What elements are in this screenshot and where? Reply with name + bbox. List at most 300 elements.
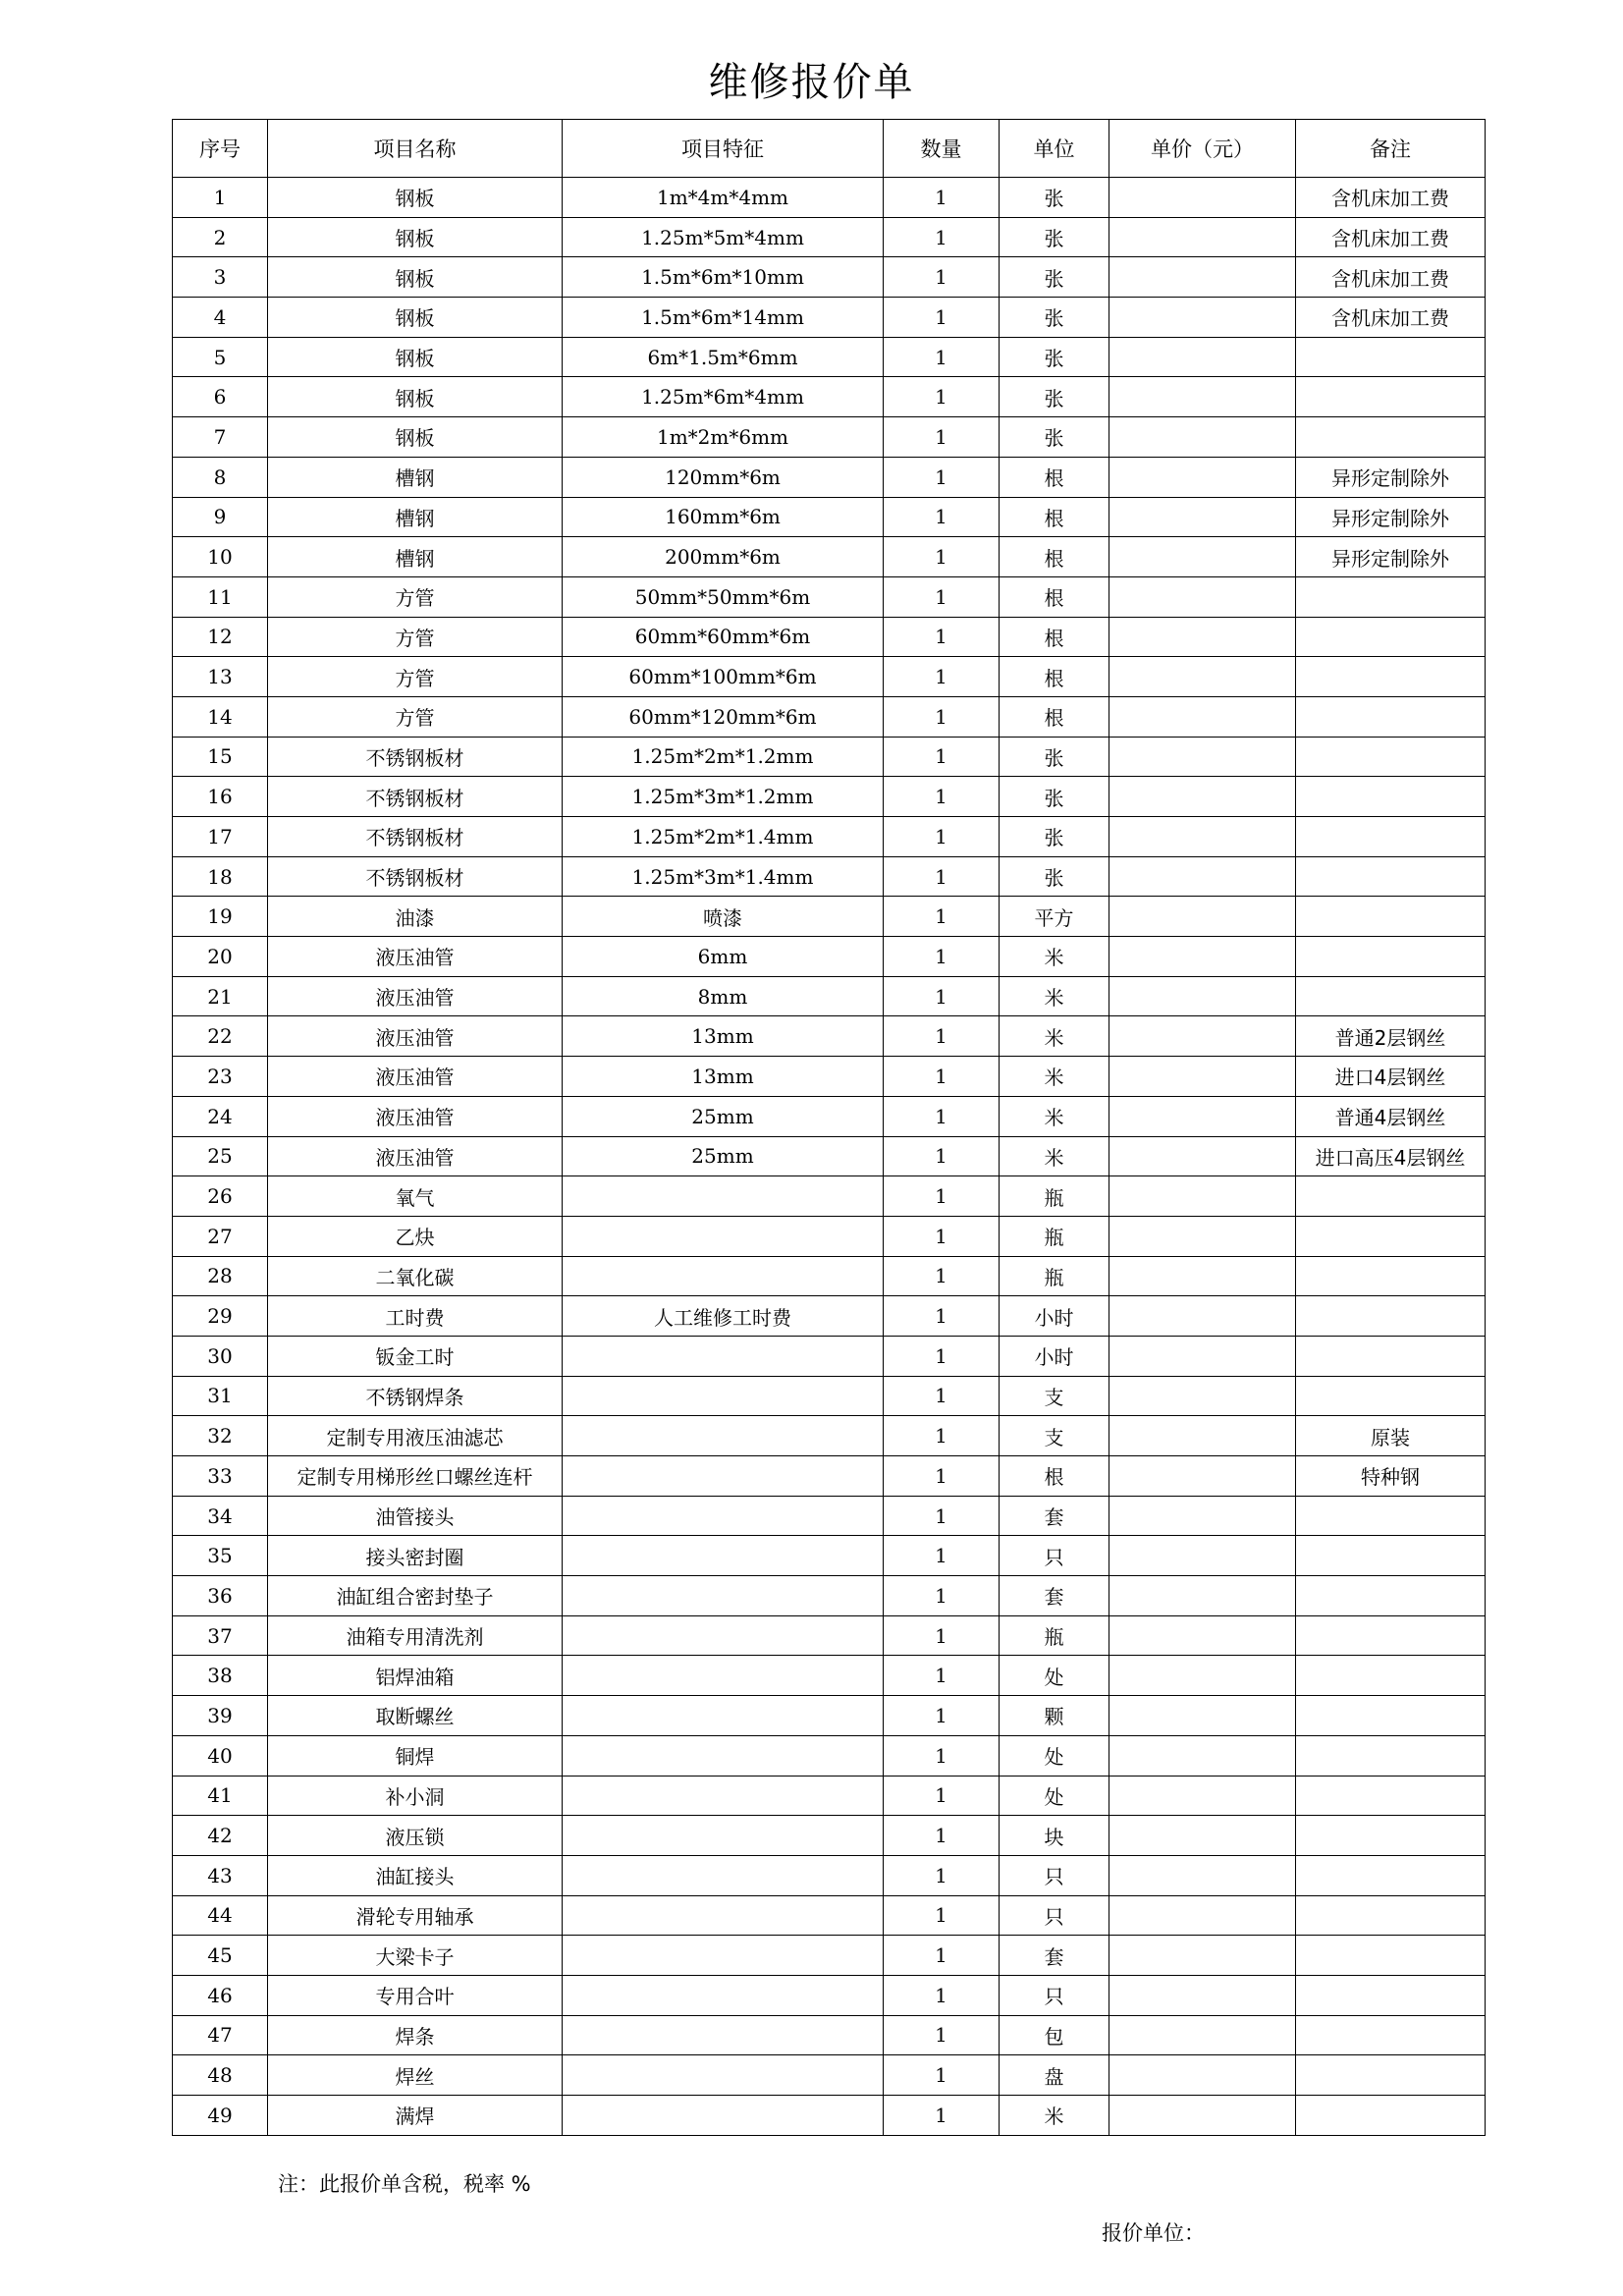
- cell-remark: [1296, 2015, 1486, 2055]
- cell-name: 方管: [268, 576, 563, 617]
- cell-remark: [1296, 1496, 1486, 1536]
- cell-name: 液压油管: [268, 1096, 563, 1136]
- cell-unit: 根: [1000, 617, 1109, 657]
- table-row: [173, 1936, 1486, 1976]
- cell-spec: [563, 1656, 884, 1696]
- cell-unit: 只: [1000, 1536, 1109, 1576]
- cell-name: 油缸接头: [268, 1855, 563, 1895]
- cell-unit: 套: [1000, 1576, 1109, 1616]
- cell-price: [1109, 2015, 1296, 2055]
- cell-remark: [1296, 1536, 1486, 1576]
- cell-qty: 1: [884, 1496, 1000, 1536]
- cell-remark: [1296, 1176, 1486, 1217]
- cell-name: 乙炔: [268, 1216, 563, 1256]
- cell-spec: [563, 1696, 884, 1736]
- cell-unit: 小时: [1000, 1296, 1109, 1337]
- cell-spec: 人工维修工时费: [563, 1296, 884, 1337]
- cell-spec: 200mm*6m: [563, 537, 884, 577]
- cell-spec: [563, 1536, 884, 1576]
- cell-spec: [563, 1216, 884, 1256]
- cell-spec: 60mm*120mm*6m: [563, 696, 884, 737]
- cell-name: 不锈钢板材: [268, 737, 563, 777]
- cell-name: 铜焊: [268, 1735, 563, 1776]
- cell-qty: 1: [884, 1057, 1000, 1097]
- cell-spec: 1.25m*2m*1.2mm: [563, 737, 884, 777]
- table-row: [173, 1216, 1486, 1256]
- cell-no: 23: [173, 1057, 268, 1097]
- page-title: 维修报价单: [708, 60, 915, 105]
- cell-remark: [1296, 1855, 1486, 1895]
- table-row: [173, 777, 1486, 817]
- cell-unit: 套: [1000, 1936, 1109, 1976]
- cell-qty: 1: [884, 497, 1000, 537]
- cell-remark: [1296, 337, 1486, 377]
- cell-remark: [1296, 1776, 1486, 1816]
- cell-spec: 1.25m*3m*1.2mm: [563, 777, 884, 817]
- cell-unit: 米: [1000, 1057, 1109, 1097]
- cell-unit: 根: [1000, 537, 1109, 577]
- cell-qty: 1: [884, 617, 1000, 657]
- cell-no: 20: [173, 937, 268, 977]
- cell-price: [1109, 897, 1296, 937]
- cell-spec: 6mm: [563, 937, 884, 977]
- cell-price: [1109, 1496, 1296, 1536]
- cell-qty: 1: [884, 737, 1000, 777]
- cell-price: [1109, 217, 1296, 257]
- cell-unit: 根: [1000, 576, 1109, 617]
- cell-unit: 张: [1000, 856, 1109, 897]
- cell-no: 46: [173, 1975, 268, 2015]
- cell-unit: 包: [1000, 2015, 1109, 2055]
- cell-unit: 张: [1000, 298, 1109, 338]
- table-row: [173, 1376, 1486, 1416]
- cell-unit: 根: [1000, 696, 1109, 737]
- cell-remark: [1296, 1656, 1486, 1696]
- cell-spec: 1m*2m*6mm: [563, 417, 884, 458]
- cell-name: 钢板: [268, 337, 563, 377]
- cell-name: 油箱专用清洗剂: [268, 1615, 563, 1656]
- table-row: [173, 1456, 1486, 1497]
- cell-spec: [563, 1416, 884, 1456]
- cell-no: 47: [173, 2015, 268, 2055]
- cell-qty: 1: [884, 1296, 1000, 1337]
- cell-qty: 1: [884, 1376, 1000, 1416]
- cell-name: 钢板: [268, 417, 563, 458]
- cell-unit: 米: [1000, 937, 1109, 977]
- cell-unit: 套: [1000, 1496, 1109, 1536]
- cell-remark: [1296, 1936, 1486, 1976]
- cell-remark: 异形定制除外: [1296, 497, 1486, 537]
- cell-no: 41: [173, 1776, 268, 1816]
- cell-qty: 1: [884, 1216, 1000, 1256]
- cell-price: [1109, 257, 1296, 298]
- cell-spec: 25mm: [563, 1096, 884, 1136]
- cell-name: 定制专用液压油滤芯: [268, 1416, 563, 1456]
- cell-no: 6: [173, 377, 268, 417]
- table-row: [173, 377, 1486, 417]
- cell-remark: [1296, 1296, 1486, 1337]
- table-row: [173, 1296, 1486, 1337]
- cell-spec: 13mm: [563, 1057, 884, 1097]
- cell-qty: 1: [884, 1656, 1000, 1696]
- cell-price: [1109, 1576, 1296, 1616]
- cell-unit: 瓶: [1000, 1216, 1109, 1256]
- cell-qty: 1: [884, 2096, 1000, 2136]
- cell-qty: 1: [884, 2055, 1000, 2096]
- cell-price: [1109, 2096, 1296, 2136]
- table-row: [173, 897, 1486, 937]
- cell-no: 48: [173, 2055, 268, 2096]
- cell-no: 11: [173, 576, 268, 617]
- cell-unit: 张: [1000, 777, 1109, 817]
- cell-spec: [563, 1936, 884, 1976]
- table-row: [173, 856, 1486, 897]
- cell-spec: [563, 1256, 884, 1296]
- cell-unit: 张: [1000, 257, 1109, 298]
- cell-remark: [1296, 696, 1486, 737]
- cell-qty: 1: [884, 537, 1000, 577]
- cell-remark: [1296, 417, 1486, 458]
- cell-unit: 块: [1000, 1816, 1109, 1856]
- cell-unit: 只: [1000, 1855, 1109, 1895]
- cell-unit: 张: [1000, 337, 1109, 377]
- cell-name: 工时费: [268, 1296, 563, 1337]
- cell-no: 24: [173, 1096, 268, 1136]
- cell-name: 补小洞: [268, 1776, 563, 1816]
- cell-remark: [1296, 2055, 1486, 2096]
- cell-remark: [1296, 817, 1486, 857]
- cell-no: 3: [173, 257, 268, 298]
- cell-price: [1109, 1536, 1296, 1576]
- cell-remark: [1296, 737, 1486, 777]
- cell-price: [1109, 856, 1296, 897]
- table-row: [173, 1536, 1486, 1576]
- cell-price: [1109, 1735, 1296, 1776]
- cell-no: 15: [173, 737, 268, 777]
- table-row: [173, 497, 1486, 537]
- cell-price: [1109, 1975, 1296, 2015]
- cell-qty: 1: [884, 1096, 1000, 1136]
- cell-no: 1: [173, 178, 268, 218]
- cell-name: 液压油管: [268, 1057, 563, 1097]
- cell-no: 44: [173, 1895, 268, 1936]
- cell-qty: 1: [884, 976, 1000, 1016]
- cell-no: 18: [173, 856, 268, 897]
- cell-remark: 含机床加工费: [1296, 257, 1486, 298]
- cell-remark: [1296, 1735, 1486, 1776]
- cell-name: 取断螺丝: [268, 1696, 563, 1736]
- cell-name: 氧气: [268, 1176, 563, 1217]
- cell-name: 满焊: [268, 2096, 563, 2136]
- cell-remark: [1296, 1256, 1486, 1296]
- cell-qty: 1: [884, 576, 1000, 617]
- cell-remark: [1296, 777, 1486, 817]
- header-qty: 数量: [884, 120, 1000, 178]
- cell-no: 13: [173, 657, 268, 697]
- cell-no: 45: [173, 1936, 268, 1976]
- cell-qty: 1: [884, 257, 1000, 298]
- cell-no: 27: [173, 1216, 268, 1256]
- cell-name: 不锈钢焊条: [268, 1376, 563, 1416]
- table-row: [173, 257, 1486, 298]
- cell-name: 钢板: [268, 257, 563, 298]
- cell-remark: [1296, 856, 1486, 897]
- cell-remark: [1296, 617, 1486, 657]
- cell-unit: 张: [1000, 417, 1109, 458]
- quote-table: [172, 119, 1486, 2136]
- cell-qty: 1: [884, 1136, 1000, 1176]
- cell-price: [1109, 1336, 1296, 1376]
- cell-no: 31: [173, 1376, 268, 1416]
- header-row: [173, 120, 1486, 178]
- cell-name: 钢板: [268, 178, 563, 218]
- cell-no: 12: [173, 617, 268, 657]
- cell-remark: [1296, 1975, 1486, 2015]
- cell-no: 8: [173, 457, 268, 497]
- cell-name: 液压油管: [268, 937, 563, 977]
- cell-price: [1109, 457, 1296, 497]
- cell-price: [1109, 1895, 1296, 1936]
- cell-price: [1109, 617, 1296, 657]
- cell-price: [1109, 696, 1296, 737]
- cell-qty: 1: [884, 1576, 1000, 1616]
- cell-price: [1109, 576, 1296, 617]
- cell-spec: [563, 1576, 884, 1616]
- cell-no: 16: [173, 777, 268, 817]
- cell-qty: 1: [884, 1456, 1000, 1497]
- cell-unit: 瓶: [1000, 1176, 1109, 1217]
- cell-spec: 60mm*100mm*6m: [563, 657, 884, 697]
- cell-name: 方管: [268, 617, 563, 657]
- cell-price: [1109, 1296, 1296, 1337]
- table-row: [173, 1816, 1486, 1856]
- cell-remark: [1296, 1816, 1486, 1856]
- table-row: [173, 1696, 1486, 1736]
- cell-name: 液压锁: [268, 1816, 563, 1856]
- cell-unit: 张: [1000, 178, 1109, 218]
- table-row: [173, 937, 1486, 977]
- cell-remark: [1296, 1216, 1486, 1256]
- cell-name: 接头密封圈: [268, 1536, 563, 1576]
- cell-price: [1109, 1176, 1296, 1217]
- cell-no: 42: [173, 1816, 268, 1856]
- cell-name: 不锈钢板材: [268, 856, 563, 897]
- cell-name: 方管: [268, 696, 563, 737]
- table-row: [173, 1256, 1486, 1296]
- cell-unit: 小时: [1000, 1336, 1109, 1376]
- cell-spec: 1m*4m*4mm: [563, 178, 884, 218]
- cell-remark: 异形定制除外: [1296, 457, 1486, 497]
- cell-unit: 根: [1000, 457, 1109, 497]
- cell-unit: 处: [1000, 1656, 1109, 1696]
- cell-remark: 异形定制除外: [1296, 537, 1486, 577]
- cell-no: 32: [173, 1416, 268, 1456]
- cell-remark: 含机床加工费: [1296, 178, 1486, 218]
- cell-spec: [563, 1176, 884, 1217]
- table-row: [173, 1176, 1486, 1217]
- cell-spec: 6m*1.5m*6mm: [563, 337, 884, 377]
- cell-no: 36: [173, 1576, 268, 1616]
- cell-spec: 13mm: [563, 1016, 884, 1057]
- cell-no: 34: [173, 1496, 268, 1536]
- cell-qty: 1: [884, 1816, 1000, 1856]
- cell-qty: 1: [884, 377, 1000, 417]
- cell-unit: 米: [1000, 1136, 1109, 1176]
- cell-no: 5: [173, 337, 268, 377]
- cell-unit: 米: [1000, 1096, 1109, 1136]
- cell-name: 钢板: [268, 377, 563, 417]
- cell-qty: 1: [884, 1256, 1000, 1296]
- cell-remark: [1296, 1696, 1486, 1736]
- table-row: [173, 1057, 1486, 1097]
- cell-remark: [1296, 377, 1486, 417]
- table-row: [173, 2096, 1486, 2136]
- cell-unit: 只: [1000, 1975, 1109, 2015]
- cell-remark: [1296, 1336, 1486, 1376]
- cell-qty: 1: [884, 856, 1000, 897]
- cell-remark: [1296, 2096, 1486, 2136]
- cell-name: 方管: [268, 657, 563, 697]
- cell-qty: 1: [884, 1776, 1000, 1816]
- cell-no: 38: [173, 1656, 268, 1696]
- cell-spec: [563, 2055, 884, 2096]
- cell-price: [1109, 937, 1296, 977]
- cell-remark: [1296, 657, 1486, 697]
- cell-remark: [1296, 1376, 1486, 1416]
- cell-no: 29: [173, 1296, 268, 1337]
- table-row: [173, 178, 1486, 218]
- table-row: [173, 657, 1486, 697]
- cell-name: 钢板: [268, 298, 563, 338]
- table-row: [173, 1496, 1486, 1536]
- cell-name: 焊条: [268, 2015, 563, 2055]
- cell-price: [1109, 817, 1296, 857]
- cell-no: 2: [173, 217, 268, 257]
- cell-spec: 1.5m*6m*10mm: [563, 257, 884, 298]
- cell-unit: 张: [1000, 377, 1109, 417]
- table-row: [173, 417, 1486, 458]
- cell-remark: 普通2层钢丝: [1296, 1016, 1486, 1057]
- cell-spec: 1.25m*2m*1.4mm: [563, 817, 884, 857]
- table-row: [173, 1855, 1486, 1895]
- header-no: 序号: [173, 120, 268, 178]
- cell-price: [1109, 1136, 1296, 1176]
- cell-name: 滑轮专用轴承: [268, 1895, 563, 1936]
- cell-price: [1109, 1855, 1296, 1895]
- cell-remark: 原装: [1296, 1416, 1486, 1456]
- cell-remark: 含机床加工费: [1296, 298, 1486, 338]
- cell-no: 19: [173, 897, 268, 937]
- cell-qty: 1: [884, 1176, 1000, 1217]
- cell-qty: 1: [884, 1696, 1000, 1736]
- cell-name: 液压油管: [268, 1136, 563, 1176]
- cell-unit: 根: [1000, 1456, 1109, 1497]
- table-row: [173, 696, 1486, 737]
- cell-name: 槽钢: [268, 497, 563, 537]
- cell-qty: 1: [884, 1855, 1000, 1895]
- cell-unit: 盘: [1000, 2055, 1109, 2096]
- cell-unit: 根: [1000, 497, 1109, 537]
- cell-price: [1109, 1057, 1296, 1097]
- cell-name: 液压油管: [268, 1016, 563, 1057]
- cell-price: [1109, 1016, 1296, 1057]
- header-remark: 备注: [1296, 120, 1486, 178]
- cell-no: 21: [173, 976, 268, 1016]
- cell-price: [1109, 1096, 1296, 1136]
- cell-no: 25: [173, 1136, 268, 1176]
- cell-spec: 喷漆: [563, 897, 884, 937]
- cell-spec: 1.25m*5m*4mm: [563, 217, 884, 257]
- cell-no: 7: [173, 417, 268, 458]
- table-row: [173, 1975, 1486, 2015]
- cell-remark: 含机床加工费: [1296, 217, 1486, 257]
- cell-remark: [1296, 937, 1486, 977]
- cell-price: [1109, 497, 1296, 537]
- cell-spec: [563, 1336, 884, 1376]
- cell-remark: [1296, 576, 1486, 617]
- cell-remark: [1296, 1615, 1486, 1656]
- table-row: [173, 1735, 1486, 1776]
- cell-unit: 米: [1000, 1016, 1109, 1057]
- quoter-label: 报价单位：: [1102, 2221, 1205, 2245]
- cell-remark: [1296, 1895, 1486, 1936]
- cell-name: 钣金工时: [268, 1336, 563, 1376]
- cell-no: 17: [173, 817, 268, 857]
- cell-qty: 1: [884, 217, 1000, 257]
- cell-spec: [563, 1615, 884, 1656]
- cell-qty: 1: [884, 2015, 1000, 2055]
- cell-name: 槽钢: [268, 537, 563, 577]
- tax-note: 注：此报价单含税，税率 %: [278, 2172, 531, 2196]
- cell-price: [1109, 1615, 1296, 1656]
- table-row: [173, 2015, 1486, 2055]
- header-price: 单价（元）: [1109, 120, 1296, 178]
- cell-no: 28: [173, 1256, 268, 1296]
- cell-unit: 米: [1000, 976, 1109, 1016]
- cell-spec: [563, 2096, 884, 2136]
- cell-name: 钢板: [268, 217, 563, 257]
- cell-spec: 60mm*60mm*6m: [563, 617, 884, 657]
- cell-unit: 支: [1000, 1416, 1109, 1456]
- cell-unit: 瓶: [1000, 1256, 1109, 1296]
- cell-unit: 平方: [1000, 897, 1109, 937]
- table-row: [173, 2055, 1486, 2096]
- table-row: [173, 1016, 1486, 1057]
- cell-qty: 1: [884, 1735, 1000, 1776]
- table-row: [173, 1656, 1486, 1696]
- cell-spec: [563, 1975, 884, 2015]
- cell-name: 专用合叶: [268, 1975, 563, 2015]
- cell-name: 铝焊油箱: [268, 1656, 563, 1696]
- cell-name: 油管接头: [268, 1496, 563, 1536]
- cell-no: 40: [173, 1735, 268, 1776]
- cell-price: [1109, 777, 1296, 817]
- cell-remark: [1296, 1576, 1486, 1616]
- cell-remark: [1296, 976, 1486, 1016]
- cell-qty: 1: [884, 1016, 1000, 1057]
- header-spec: 项目特征: [563, 120, 884, 178]
- table-row: [173, 576, 1486, 617]
- cell-price: [1109, 1936, 1296, 1976]
- cell-spec: [563, 1735, 884, 1776]
- cell-price: [1109, 1776, 1296, 1816]
- cell-spec: 1.5m*6m*14mm: [563, 298, 884, 338]
- header-unit: 单位: [1000, 120, 1109, 178]
- cell-spec: 160mm*6m: [563, 497, 884, 537]
- cell-spec: [563, 1776, 884, 1816]
- cell-qty: 1: [884, 657, 1000, 697]
- cell-price: [1109, 1696, 1296, 1736]
